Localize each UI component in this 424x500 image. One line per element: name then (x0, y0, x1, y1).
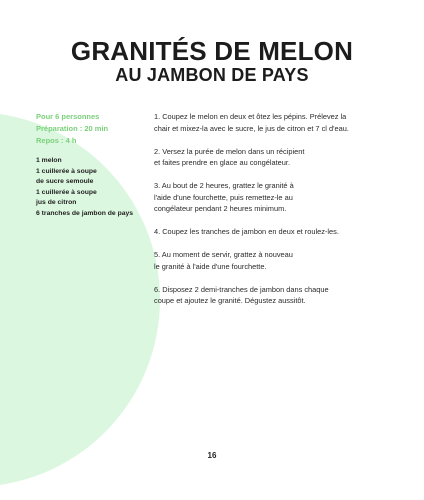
step-line: congélateur pendant 2 heures minimum. (154, 204, 287, 213)
ingredients-list (36, 156, 133, 219)
rest-time: Repos : 4 h (36, 136, 77, 145)
ingredient-line: 1 cuillerée à soupe (36, 188, 97, 196)
step-line: 5. Au moment de servir, grattez à nouveau (154, 250, 293, 259)
step-5 (154, 249, 394, 272)
ingredient-line: 1 cuillerée à soupe (36, 167, 97, 175)
step-1 (154, 111, 394, 134)
step-line: 2. Versez la purée de melon dans un récipient (154, 146, 305, 156)
servings: Pour 6 personnes (36, 112, 100, 121)
step-line: coupe et ajoutez le granité. Dégustez aussitôt. (154, 296, 306, 305)
step-line: 6. Disposez 2 demi-tranches de jambon dans chaque (154, 284, 329, 294)
ingredient-line: 1 melon (36, 157, 62, 164)
ingredient-line: jus de citron (36, 199, 77, 206)
step-line: chair et mixez-la avec le sucre, le jus de citron et 7 cl d'eau. (154, 123, 349, 133)
step-3 (154, 180, 394, 215)
step-line: 1. Coupez le melon en deux et ôtez les pépins. Prélevez la (154, 112, 347, 121)
recipe-subtitle: AU JAMBON DE PAYS (115, 65, 309, 85)
step-4 (154, 226, 394, 238)
page-number: 16 (207, 451, 217, 460)
preparation-time: Préparation : 20 min (36, 124, 109, 133)
recipe-title: GRANITÉS DE MELON (70, 36, 354, 66)
ingredient-line: de sucre semoule (36, 178, 94, 185)
ingredient-line: 6 tranches de jambon de pays (36, 209, 134, 217)
step-line: 4. Coupez les tranches de jambon en deux et roulez-les. (154, 227, 339, 236)
step-6 (154, 284, 394, 307)
step-line: l'aide d'une fourchette, puis remettez-le au (154, 192, 293, 202)
step-line: le granité à l'aide d'une fourchette. (154, 261, 267, 271)
step-line: et faites prendre en glace au congélateur. (154, 158, 291, 167)
step-2 (154, 146, 394, 169)
recipe-meta (36, 111, 108, 147)
step-line: 3. Au bout de 2 heures, grattez le granité à (154, 181, 294, 190)
steps-list (154, 111, 394, 318)
